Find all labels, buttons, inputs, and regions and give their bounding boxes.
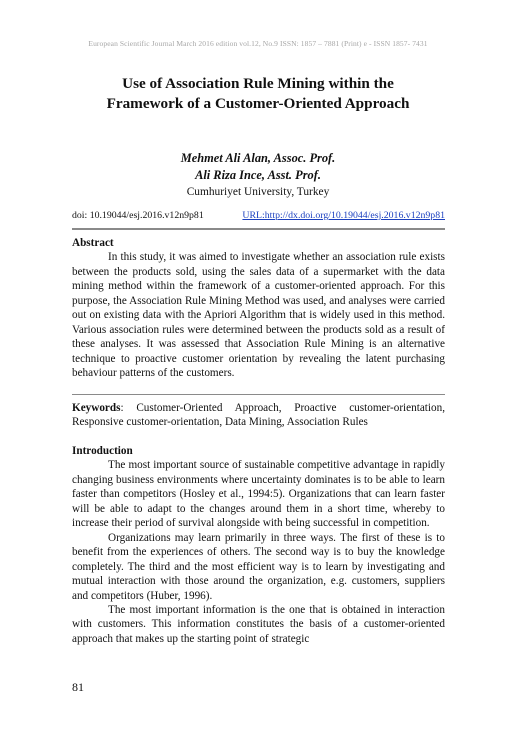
- page-number: 81: [72, 680, 84, 694]
- affiliation: Cumhuriyet University, Turkey: [186, 186, 330, 198]
- intro-paragraph-3: The most important information is the one that is obtained in interaction with customers. This information constitutes the basis of a customer-oriented approach that makes up the starting point of strategic: [72, 603, 445, 645]
- author-2: Ali Riza Ince, Asst. Prof.: [195, 168, 321, 182]
- abstract-top-rule: [72, 228, 445, 230]
- journal-header: European Scientific Journal March 2016 edition vol.12, No.9 ISSN: 1857 – 7881 (Print) e - ISSN 1857- 7431: [88, 39, 428, 48]
- author-block: [0, 150, 516, 200]
- keywords-text: : Customer-Oriented Approach, Proactive customer-orientation, Responsive customer-orientation, Data Mining, Association Rules: [72, 402, 445, 429]
- title-line-1: Use of Association Rule Mining within the: [122, 75, 394, 92]
- keywords-paragraph: [72, 401, 445, 430]
- doi-row: [72, 210, 445, 221]
- paper-title: [60, 74, 456, 114]
- introduction-heading: Introduction: [72, 445, 133, 457]
- author-1: Mehmet Ali Alan, Assoc. Prof.: [180, 151, 336, 165]
- introduction-section: [72, 444, 445, 646]
- doi-url-link[interactable]: URL:http://dx.doi.org/10.19044/esj.2016.v12n9p81: [242, 210, 445, 221]
- abstract-section: [72, 236, 445, 381]
- title-line-2: Framework of a Customer-Oriented Approach: [106, 95, 410, 112]
- intro-paragraph-1: The most important source of sustainable competitive advantage in rapidly changing business environments where uncertainty dominates is to be able to learn faster than competitors (Hosley et al., 1994:5). Organizations that can learn faster will be able to adapt to the changes around them in a short time, whereby to increase their period of survival alongside with being successful in competition.: [72, 459, 445, 530]
- doi-text: doi: 10.19044/esj.2016.v12n9p81: [72, 210, 204, 221]
- abstract-bottom-rule: [72, 394, 445, 395]
- keywords-label: Keywords: [72, 402, 121, 414]
- abstract-text: In this study, it was aimed to investigate whether an association rule exists between the products sold, using the sales data of a supermarket with the data mining method within the framework of a customer-oriented approach. For this purpose, the Association Rule Mining Method was used, and analyses were carried out on existing data with the Apriori Algorithm that is widely used in this method. Various association rules were determined between the products sold as a result of these analyses. It was assessed that Association Rule Mining is an alternative technique to proactive customer orientation by revealing the latent purchasing behaviour patterns of the customers.: [72, 251, 445, 380]
- abstract-heading: Abstract: [72, 237, 114, 249]
- intro-paragraph-2: Organizations may learn primarily in three ways. The first of these is to benefit from the experiences of others. The second way is to buy the knowledge completely. The third and the most efficient way is to learn by investigating and mutual interaction with those around the organization, e.g. customers, suppliers and competitors (Huber, 1996).: [72, 531, 445, 602]
- keywords-section: [72, 401, 445, 430]
